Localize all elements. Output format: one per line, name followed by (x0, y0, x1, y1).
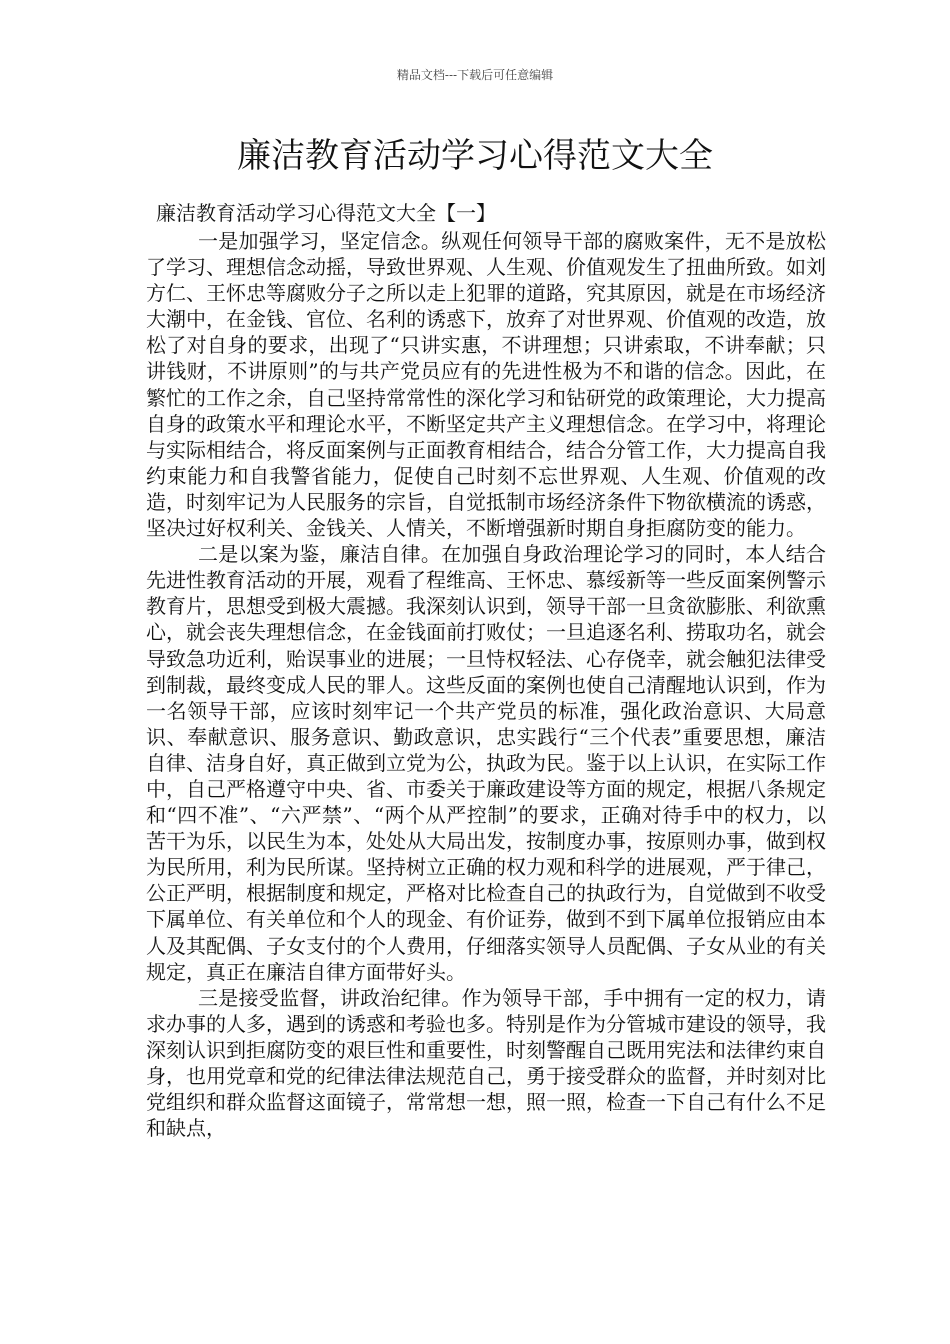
document-title: 廉洁教育活动学习心得范文大全 (237, 136, 713, 176)
page-header: 精品文档---下载后可任意编辑 (396, 68, 554, 82)
paragraph-1: 一是加强学习，坚定信念。纵观任何领导干部的腐败案件，无不是放松了学习、理想信念动摇，导致世界观、人生观、价值观发生了扭曲所致。如刘方仁、王怀忠等腐败分子之所以走上犯罪的道路，究其原因，就是在市场经济大潮中，在金钱、官位、名利的诱惑下，放弃了对世界观、价值观的改造，放松了对自身的要求，出现了“只讲实惠，不讲理想；只讲索取，不讲奉献；只讲钱财，不讲原则”的与共产党员应有的先进性极为不和谐的信念。因此，在繁忙的工作之余，自己坚持常常性的深化学习和钻研党的政策理论，大力提高自身的政策水平和理论水平，不断坚定共产主义理想信念。在学习中，将理论与实际相结合，将反面案例与正面教育相结合，结合分管工作，大力提高自我约束能力和自我警省能力，促使自己时刻不忘世界观、人生观、价值观的改造，时刻牢记为人民服务的宗旨，自觉抵制市场经济条件下物欲横流的诱惑，坚决过好权利关、金钱关、人情关，不断增强新时期自身拒腐防变的能力。 (146, 229, 826, 541)
paragraph-3: 三是接受监督，讲政治纪律。作为领导干部，手中拥有一定的权力，请求办事的人多，遇到的诱惑和考验也多。特别是作为分管城市建设的领导，我深刻认识到拒腐防变的艰巨性和重要性，时刻警醒自己既用宪法和法律约束自身，也用党章和党的纪律法律法规范自己，勇于接受群众的监督，并时刻对比党组织和群众监督这面镜子，常常想一想，照一照，检查一下自己有什么不足和缺点， (146, 985, 826, 1141)
paragraph-2: 二是以案为鉴，廉洁自律。在加强自身政治理论学习的同时，本人结合先进性教育活动的开展，观看了程维高、王怀忠、慕绥新等一些反面案例警示教育片，思想受到极大震撼。我深刻认识到，领导干部一旦贪欲膨胀、利欲熏心，就会丧失理想信念，在金钱面前打败仗；一旦追逐名利、捞取功名，就会导致急功近利，贻误事业的进展；一旦恃权轻法、心存侥幸，就会触犯法律受到制裁，最终变成人民的罪人。这些反面的案例也使自己清醒地认识到，作为一名领导干部，应该时刻牢记一个共产党员的标准，强化政治意识、大局意识、奉献意识、服务意识、勤政意识，忠实践行“三个代表”重要思想，廉洁自律、洁身自好，真正做到立党为公，执政为民。鉴于以上认识，在实际工作中，自己严格遵守中央、省、市委关于廉政建设等方面的规定，根据八条规定和“四不准”、“六严禁”、“两个从严控制”的要求，正确对待手中的权力，以苦干为乐，以民生为本，处处从大局出发，按制度办事，按原则办事，做到权为民所用，利为民所谋。坚持树立正确的权力观和科学的进展观，严于律己，公正严明，根据制度和规定，严格对比检查自己的执政行为，自觉做到不收受下属单位、有关单位和个人的现金、有价证券，做到不到下属单位报销应由本人及其配偶、子女支付的个人费用，仔细落实领导人员配偶、子女从业的有关规定，真正在廉洁自律方面带好头。 (146, 542, 826, 984)
document-body (146, 200, 826, 1141)
section-heading: 廉洁教育活动学习心得范文大全【一】 (156, 201, 496, 225)
